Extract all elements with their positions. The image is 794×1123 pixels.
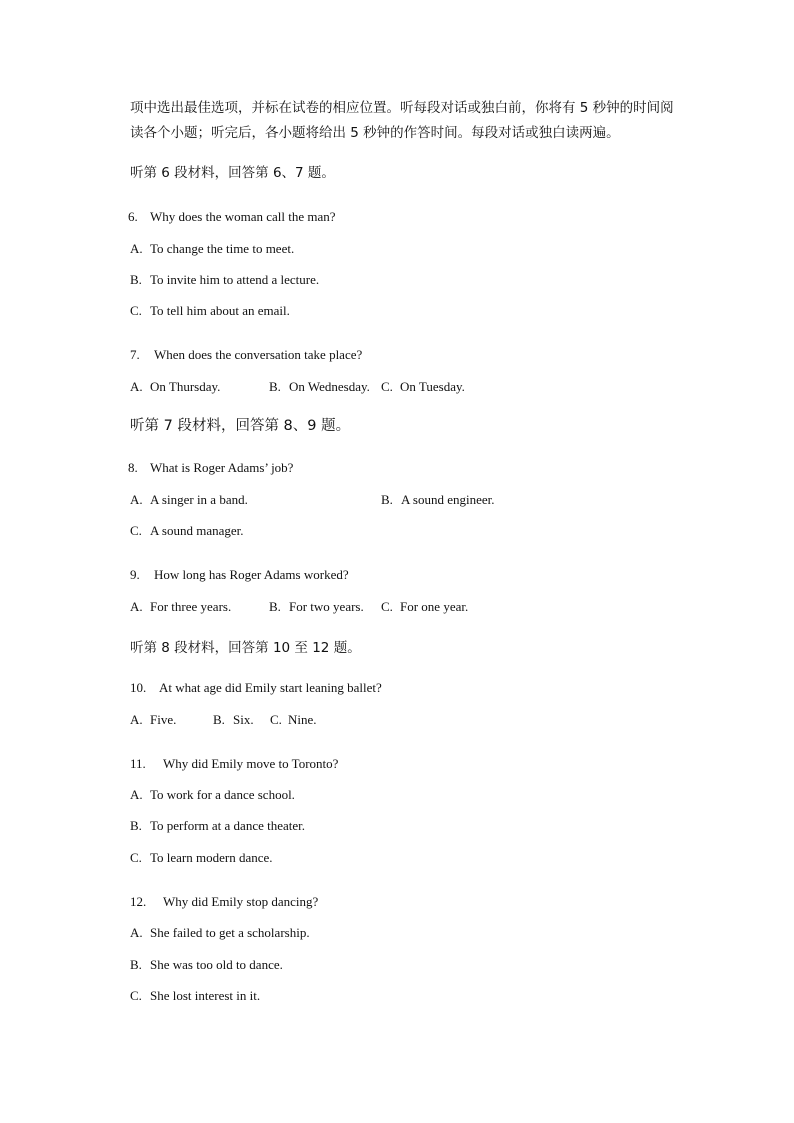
- option-text: For three years.: [150, 599, 232, 614]
- option-text: For two years.: [289, 599, 364, 614]
- option-text: She lost interest in it.: [150, 988, 261, 1003]
- option-letter: B.: [130, 818, 142, 833]
- option-text: She failed to get a scholarship.: [150, 925, 310, 940]
- option-text: A sound manager.: [150, 523, 244, 538]
- question-stem: At what age did Emily start leaning ballet?: [159, 680, 382, 695]
- option-letter: A.: [130, 712, 143, 727]
- option-letter: A.: [130, 599, 143, 614]
- option-letter: B.: [213, 712, 225, 727]
- option-letter: A.: [130, 492, 143, 507]
- option-text: On Thursday.: [150, 379, 221, 394]
- question-stem: Why did Emily stop dancing?: [163, 894, 319, 909]
- section-heading-8: 听第 8 段材料，回答第 10 至 12 题。: [130, 640, 361, 656]
- question-stem: Why did Emily move to Toronto?: [163, 756, 339, 771]
- option-letter: C.: [130, 988, 142, 1003]
- question-stem: What is Roger Adams’ job?: [150, 460, 294, 475]
- option-letter: C.: [130, 850, 142, 865]
- option-text: To learn modern dance.: [150, 850, 273, 865]
- option-letter: A.: [130, 241, 143, 256]
- question-number: 7.: [130, 347, 140, 362]
- section-heading-7: 听第 7 段材料，回答第 8、9 题。: [130, 418, 351, 434]
- section-heading-6: 听第 6 段材料，回答第 6、7 题。: [130, 165, 335, 181]
- option-text: A sound engineer.: [401, 492, 495, 507]
- option-text: For one year.: [400, 599, 469, 614]
- question-number: 6.: [128, 209, 138, 224]
- option-text: On Tuesday.: [400, 379, 465, 394]
- instructions-line-2: 读各个小题；听完后，各小题将给出 5 秒钟的作答时间。每段对话或独白读两遍。: [130, 125, 620, 141]
- option-text: Five.: [150, 712, 177, 727]
- option-letter: B.: [130, 957, 142, 972]
- option-text: On Wednesday.: [289, 379, 370, 394]
- question-number: 9.: [130, 567, 140, 582]
- question-number: 11.: [130, 756, 146, 771]
- option-letter: B.: [269, 599, 281, 614]
- option-letter: A.: [130, 379, 143, 394]
- option-text: Nine.: [288, 712, 317, 727]
- question-number: 8.: [128, 460, 138, 475]
- option-letter: B.: [381, 492, 393, 507]
- option-letter: C.: [270, 712, 282, 727]
- option-text: To invite him to attend a lecture.: [150, 272, 320, 287]
- option-text: A singer in a band.: [150, 492, 248, 507]
- question-number: 10.: [130, 680, 147, 695]
- option-letter: C.: [381, 379, 393, 394]
- question-number: 12.: [130, 894, 147, 909]
- question-stem: When does the conversation take place?: [154, 347, 363, 362]
- option-letter: B.: [269, 379, 281, 394]
- option-letter: A.: [130, 787, 143, 802]
- option-letter: C.: [381, 599, 393, 614]
- option-text: To perform at a dance theater.: [150, 818, 306, 833]
- option-text: To work for a dance school.: [150, 787, 295, 802]
- option-letter: C.: [130, 303, 142, 318]
- option-letter: B.: [130, 272, 142, 287]
- option-letter: C.: [130, 523, 142, 538]
- option-letter: A.: [130, 925, 143, 940]
- instructions-line-1: 项中选出最佳选项，并标在试卷的相应位置。听每段对话或独白前，你将有 5 秒钟的时间阅: [130, 100, 674, 116]
- question-stem: Why does the woman call the man?: [150, 209, 336, 224]
- option-text: To tell him about an email.: [150, 303, 290, 318]
- option-text: Six.: [233, 712, 254, 727]
- option-text: To change the time to meet.: [150, 241, 295, 256]
- option-text: She was too old to dance.: [150, 957, 283, 972]
- question-stem: How long has Roger Adams worked?: [154, 567, 349, 582]
